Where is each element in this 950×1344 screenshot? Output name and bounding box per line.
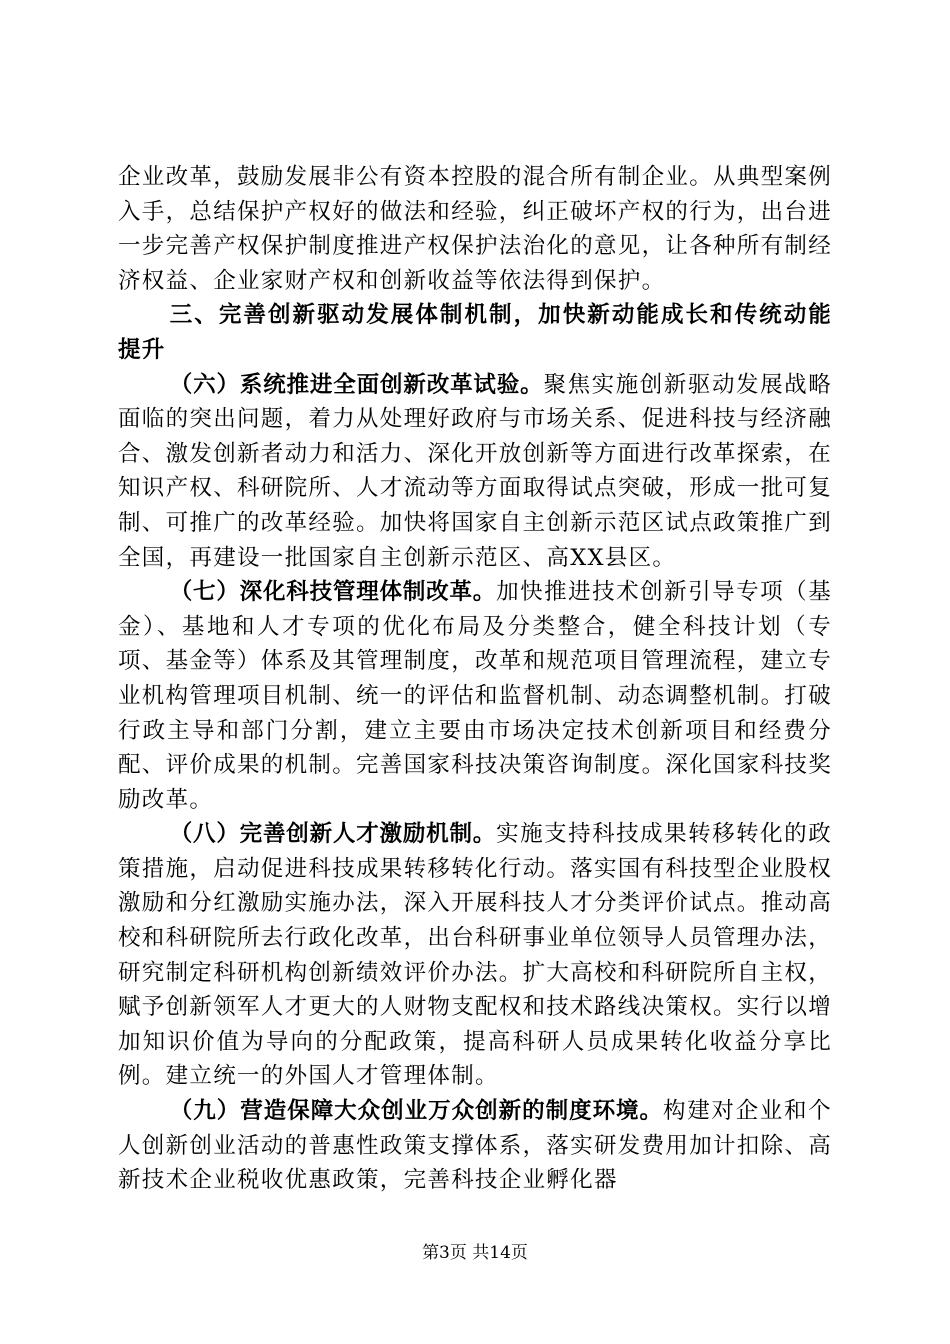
paragraph-item-9 (118, 1094, 832, 1198)
paragraph-text: 加快推进技术创新引导专项（基金）、基地和人才专项的优化布局及分类整合，健全科技计划（专项、基金等）体系及其管理制度，改革和规范项目管理流程，建立专业机构管理项目机制、统一的评估和监督机制、动态调整机制。打破行政主导和部门分割，建立主要由市场决定技术创新项目和经费分配、评价成果的机制。完善国家科技决策咨询制度。深化国家科技奖励改革。 (118, 579, 833, 813)
document-body (118, 160, 832, 1198)
paragraph-lead: （八）完善创新人才激励机制。 (169, 821, 497, 848)
paragraph-lead: （六）系统推进全面创新改革试验。 (169, 371, 544, 398)
paragraph-text: 企业改革，鼓励发展非公有资本控股的混合所有制企业。从典型案例入手，总结保护产权好的做法和经验，纠正破坏产权的行为，出台进一步完善产权保护制度推进产权保护法治化的意见，让各种所有制经济权益、企业家财产权和创新收益等依法得到保护。 (118, 164, 833, 294)
section-heading: 三、完善创新驱动发展体制机制，加快新动能成长和传统动能提升 (118, 302, 832, 363)
paragraph-lead: （七）深化科技管理体制改革。 (169, 579, 497, 606)
page-footer (0, 1242, 950, 1264)
paragraph-item-7 (118, 575, 832, 817)
paragraph-text: 实施支持科技成果转移转化的政策措施，启动促进科技成果转移转化行动。落实国有科技型企业股权激励和分红激励实施办法，深入开展科技人才分类评价试点。推动高校和科研院所去行政化改革，出台科研事业单位领导人员管理办法，研究制定科研机构创新绩效评价办法。扩大高校和科研院所自主权，赋予创新领军人才更大的人财物支配权和技术路线决策权。实行以增加知识价值为导向的分配政策，提高科研人员成果转化收益分享比例。建立统一的外国人才管理体制。 (118, 821, 833, 1090)
paragraph-lead: （九）营造保障大众创业万众创新的制度环境。 (169, 1098, 664, 1125)
paragraph-text: 构建对企业和个人创新创业活动的普惠性政策支撑体系，落实研发费用加计扣除、高新技术企业税收优惠政策，完善科技企业孵化器 (118, 1098, 833, 1194)
paragraph-item-6 (118, 368, 832, 576)
paragraph-property-rights (118, 160, 832, 298)
page-number: 第3页 共14页 (422, 1243, 528, 1263)
paragraph-text: 聚焦实施创新驱动发展战略面临的突出问题，着力从处理好政府与市场关系、促进科技与经济融合、激发创新者动力和活力、深化开放创新等方面进行改革探索，在知识产权、科研院所、人才流动等方面取得试点突破，形成一批可复制、可推广的改革经验。加快将国家自主创新示范区试点政策推广到全国，再建设一批国家自主创新示范区、高XX县区。 (118, 371, 833, 571)
paragraph-item-8 (118, 817, 832, 1094)
